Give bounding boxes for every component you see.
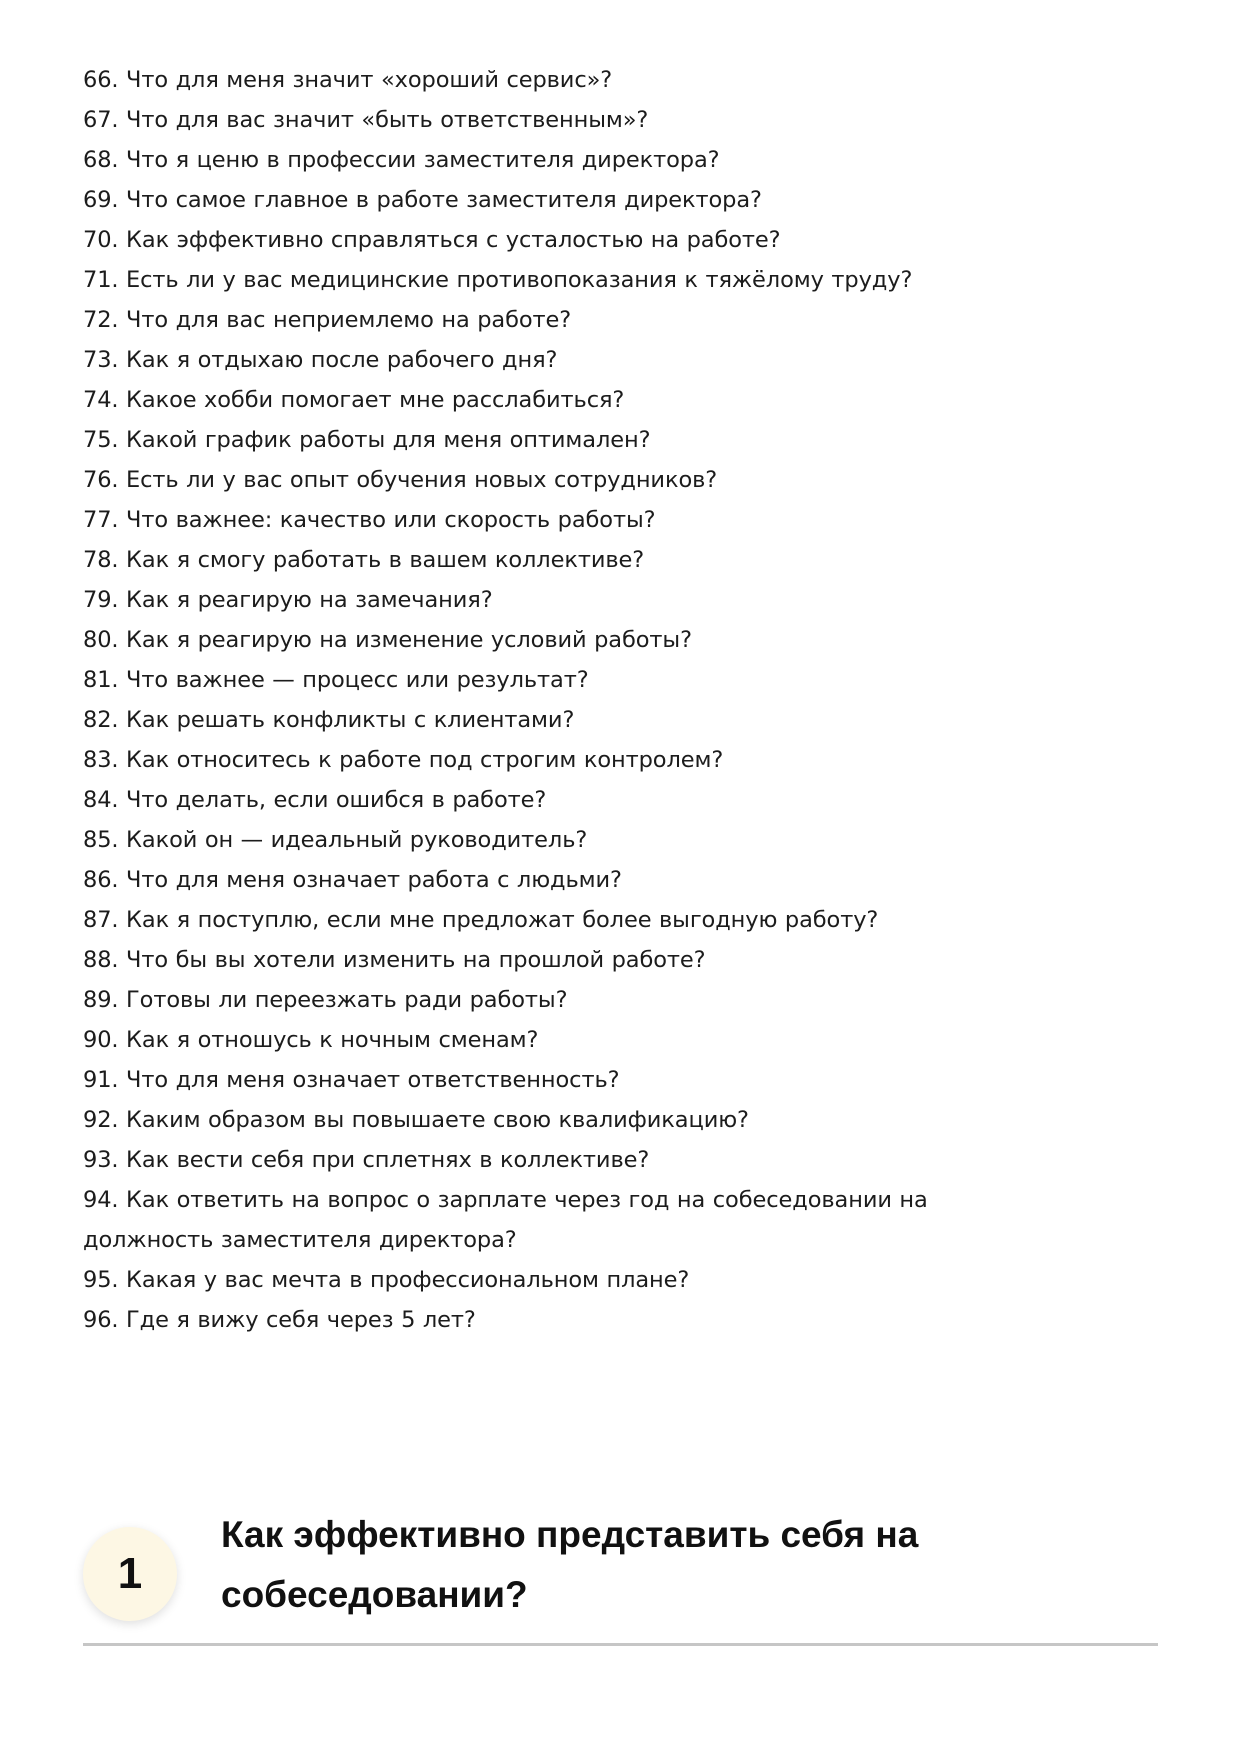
list-item: 94. Как ответить на вопрос о зарплате через год на собеседовании на должность заместителя директора? (83, 1187, 928, 1253)
list-item: 71. Есть ли у вас медицинские противопоказания к тяжёлому труду? (83, 267, 913, 293)
list-item: 79. Как я реагирую на замечания? (83, 587, 493, 613)
question-list (83, 60, 1163, 1340)
list-item: 76. Есть ли у вас опыт обучения новых сотрудников? (83, 467, 718, 493)
section-title: Как эффективно представить себя на собеседовании? (221, 1514, 919, 1615)
list-item: 95. Какая у вас мечта в профессиональном плане? (83, 1267, 690, 1293)
list-item: 74. Какое хобби помогает мне расслабиться? (83, 387, 625, 413)
list-item: 69. Что самое главное в работе заместителя директора? (83, 187, 762, 213)
list-item: 96. Где я вижу себя через 5 лет? (83, 1307, 476, 1333)
list-item: 78. Как я смогу работать в вашем коллективе? (83, 547, 645, 573)
list-item: 75. Какой график работы для меня оптимален? (83, 427, 651, 453)
list-item: 84. Что делать, если ошибся в работе? (83, 787, 547, 813)
list-item: 73. Как я отдыхаю после рабочего дня? (83, 347, 558, 373)
list-item: 66. Что для меня значит «хороший сервис»? (83, 67, 613, 93)
list-item: 68. Что я ценю в профессии заместителя директора? (83, 147, 720, 173)
list-item: 70. Как эффективно справляться с усталостью на работе? (83, 227, 781, 253)
section-header (83, 1505, 1158, 1675)
section-number-badge: 1 (83, 1527, 177, 1621)
list-item: 89. Готовы ли переезжать ради работы? (83, 987, 568, 1013)
section-divider (83, 1643, 1158, 1646)
list-item: 86. Что для меня означает работа с людьми? (83, 867, 622, 893)
list-item: 85. Какой он — идеальный руководитель? (83, 827, 588, 853)
list-item: 81. Что важнее — процесс или результат? (83, 667, 589, 693)
list-item: 93. Как вести себя при сплетнях в коллективе? (83, 1147, 650, 1173)
list-item: 88. Что бы вы хотели изменить на прошлой работе? (83, 947, 706, 973)
list-item: 72. Что для вас неприемлемо на работе? (83, 307, 572, 333)
list-item: 83. Как относитесь к работе под строгим контролем? (83, 747, 724, 773)
list-item: 90. Как я отношусь к ночным сменам? (83, 1027, 539, 1053)
list-item: 77. Что важнее: качество или скорость работы? (83, 507, 656, 533)
list-item: 80. Как я реагирую на изменение условий работы? (83, 627, 692, 653)
list-item: 91. Что для меня означает ответственность? (83, 1067, 620, 1093)
list-item: 87. Как я поступлю, если мне предложат более выгодную работу? (83, 907, 879, 933)
list-item: 67. Что для вас значит «быть ответственным»? (83, 107, 649, 133)
list-item: 92. Каким образом вы повышаете свою квалификацию? (83, 1107, 749, 1133)
list-item: 82. Как решать конфликты с клиентами? (83, 707, 575, 733)
